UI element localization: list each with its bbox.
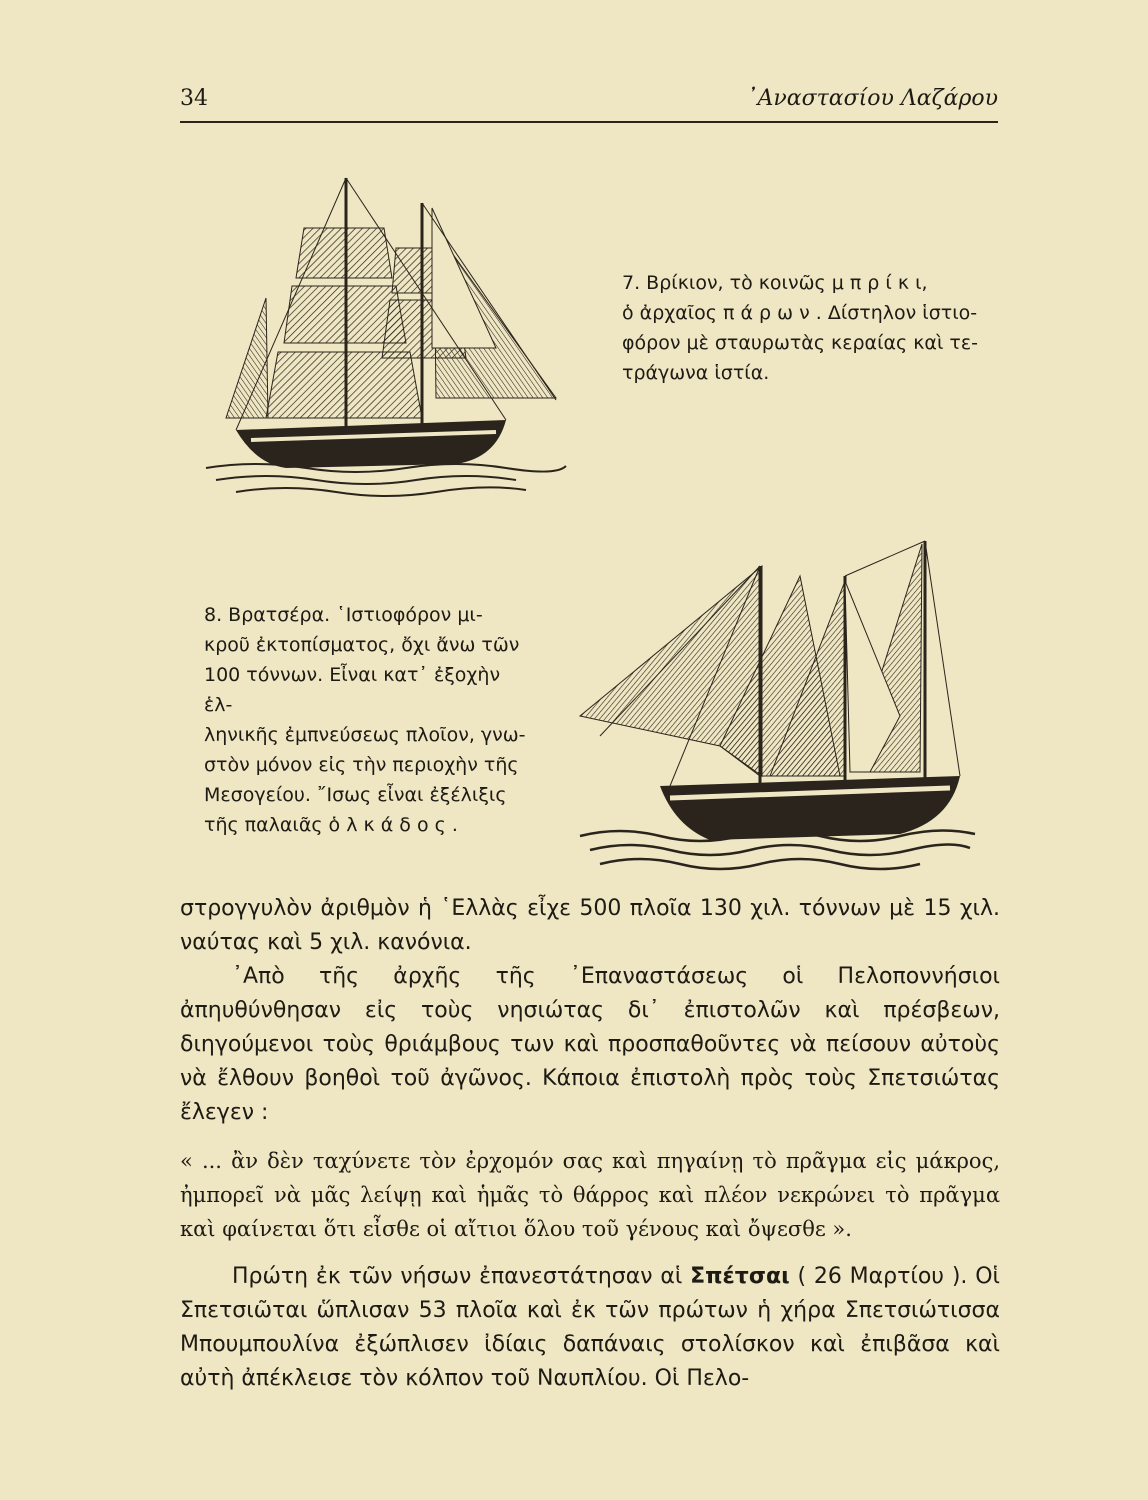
caption-line: κροῦ ἐκτοπίσματος, ὄχι ἄνω τῶν <box>204 634 520 656</box>
paragraph-spetses-rest: ( 26 Μαρτίου ). Οἱ Σπετσιῶται ὥπλισαν 53 πλοῖα καὶ ἐκ τῶν πρώτων ἡ χήρα Σπετσιώτισσα Μπουμπουλίνα ἐξώπλισεν ἰδίαις δαπάναις στολίσκον καὶ ἐπιβᾶσα καὶ αὐτὴ ἀπέκλεισε τὸν κόλπον τοῦ Ναυπλίου. Οἱ Πελο- <box>180 1264 1000 1391</box>
running-head: ᾿Αναστασίου Λαζάρου <box>746 86 998 111</box>
header-rule <box>180 121 998 123</box>
paragraph-continued: στρογγυλὸν ἀριθμὸν ἡ ῾Ελλὰς εἶχε 500 πλοῖα 130 χιλ. τόννων μὲ 15 χιλ. ναύτας καὶ 5 χιλ. κανόνια. <box>180 896 1000 955</box>
paragraph-letters: ᾿Απὸ τῆς ἀρχῆς τῆς ᾿Επαναστάσεως οἱ Πελοποννήσιοι ἀπηυθύνθησαν εἰς τοὺς νησιώτας δι᾿ ἐπιστολῶν καὶ πρέσβεων, διηγούμενοι τοὺς θριάμβους των καὶ προσπαθοῦντες νὰ πείσουν αὐτοὺς νὰ ἔλθουν βοηθοὶ τοῦ ἀγῶνος. Κάποια ἐπιστολὴ πρὸς τοὺς Σπετσιώτας ἔλεγεν : <box>180 964 1000 1125</box>
brig-illustration <box>196 168 568 508</box>
caption-line: ληνικῆς ἐμπνεύσεως πλοῖον, γνω- <box>204 724 526 746</box>
sea-lines <box>206 464 566 496</box>
caption-line: τῆς παλαιᾶς ὁ λ κ ά δ ο ς . <box>204 814 458 836</box>
page-number: 34 <box>180 86 208 111</box>
paragraph-spetses-start: Πρώτη ἐκ τῶν νήσων ἐπανεστάτησαν αἱ <box>232 1264 691 1289</box>
caption-line: 100 τόννων. Εἶναι κατ᾿ ἐξοχὴν ἑλ- <box>204 664 501 716</box>
spetses-emphasis: Σπέτσαι <box>690 1264 790 1289</box>
bratsera-hull <box>660 776 960 840</box>
figure-7-caption <box>622 268 1002 388</box>
caption-line: φόρον μὲ σταυρωτὰς κεραίας καὶ τε- <box>622 332 978 354</box>
bratsera-illustration <box>570 536 978 878</box>
caption-line: στὸν μόνον εἰς τὴν περιοχὴν τῆς <box>204 754 519 776</box>
page-header <box>180 86 998 118</box>
caption-line: Μεσογείου. ῎Ισως εἶναι ἐξέλιξις <box>204 784 507 806</box>
figure-8-caption <box>204 600 534 840</box>
brig-hull <box>236 420 506 468</box>
caption-line: 7. Βρίκιον, τὸ κοινῶς μ π ρ ί κ ι, <box>622 272 928 294</box>
quoted-letter: « ... ἂν δὲν ταχύνετε τὸν ἐρχομόν σας καὶ πηγαίνῃ τὸ πρᾶγμα εἰς μάκρος, ἠμπορεῖ νὰ μᾶς λείψῃ καὶ ἡμᾶς τὸ θάρρος καὶ πλέον νεκρώνει τὸ πρᾶγμα καὶ φαίνεται ὅτι εἶσθε οἱ αἴτιοι ὅλου τοῦ γένους καὶ ὄψεσθε ». <box>180 1149 1000 1241</box>
caption-line: ὁ ἀρχαῖος π ά ρ ω ν . Δίστηλον ἱστιο- <box>622 302 978 324</box>
caption-line: τράγωνα ἱστία. <box>622 362 770 384</box>
caption-line: 8. Βρατσέρα. ῾Ιστιοφόρον μι- <box>204 604 483 626</box>
paragraph-spetses <box>180 1260 1000 1396</box>
body-text <box>180 892 1000 1396</box>
